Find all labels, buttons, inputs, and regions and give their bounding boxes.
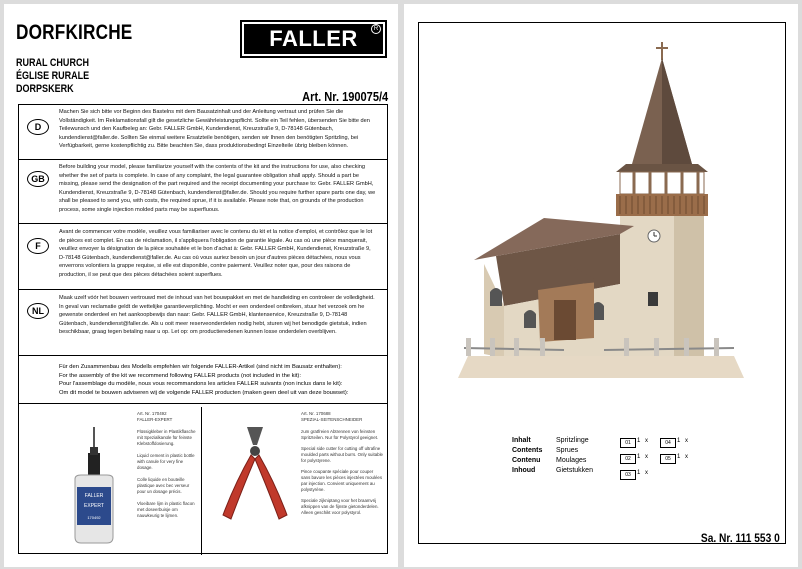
subtitle-en: RURAL CHURCH bbox=[16, 57, 89, 69]
article-number: Art. Nr. 190075/4 bbox=[301, 89, 388, 104]
times-mark: x bbox=[645, 470, 648, 476]
count-value: 1 bbox=[677, 454, 681, 460]
contents-label: Inhalt bbox=[512, 437, 531, 444]
product-cutter-info bbox=[301, 411, 383, 516]
side-cutter-icon bbox=[217, 423, 293, 523]
product-note: Special side cutter for cutting off ultrafine moulded parts without burrs. Only suitable for polystyrene. bbox=[301, 446, 383, 463]
product-note: Speciale zijkniptang voor het braamvrij afknippen van de fijnste gietonderdelen. Alleen geschikt voor polystyrol. bbox=[301, 498, 379, 515]
product-note: Vloeibare lijm in plastic flacon met doseerbuisje om nauwkeurig te lijmen. bbox=[137, 501, 195, 518]
lang-badge-d: D bbox=[27, 119, 49, 135]
bottle-label: EXPERT bbox=[84, 503, 104, 509]
count-value: 1 bbox=[677, 438, 681, 444]
divider bbox=[19, 289, 387, 290]
contents-value: Spritzlinge bbox=[556, 437, 589, 444]
page-title: DORFKIRCHE bbox=[16, 21, 133, 44]
count-value: 1 bbox=[637, 454, 641, 460]
left-page bbox=[4, 4, 398, 567]
faller-logo bbox=[240, 20, 387, 58]
right-page bbox=[404, 4, 798, 567]
info-box bbox=[18, 104, 388, 554]
times-mark: x bbox=[645, 438, 648, 444]
recommend-en: For the assembly of the kit we recommend following FALLER products (not included in the kit): bbox=[59, 372, 301, 379]
column-divider bbox=[201, 407, 202, 555]
recommend-de: Für den Zusammenbau des Modells empfehlen wir folgende FALLER-Artikel (sind nicht im Bausatz enthalten): bbox=[59, 364, 342, 370]
sprue-box: 03 bbox=[620, 470, 636, 480]
sprue-box: 01 bbox=[620, 438, 636, 448]
bottle-brand: FALLER bbox=[84, 493, 104, 499]
recommend-fr: Pour l'assemblage du modèle, nous vous recommandons les articles FALLER suivants (non inclus dans le kit): bbox=[59, 381, 343, 388]
times-mark: x bbox=[685, 438, 688, 444]
count-value: 1 bbox=[637, 470, 641, 476]
lang-badge-gb: GB bbox=[27, 171, 49, 187]
brand-name: FALLER bbox=[244, 24, 383, 54]
contents-value: Gietstukken bbox=[556, 467, 593, 474]
subtitle-fr: ÉGLISE RURALE bbox=[16, 70, 90, 82]
recommend-nl: Om dit model te bouwen adviseren wij de volgende FALLER producten (maken geen deel uit van deze bouwset): bbox=[59, 389, 349, 396]
sprue-box: 05 bbox=[660, 454, 676, 464]
sprue-box: 02 bbox=[620, 454, 636, 464]
recommendation-text bbox=[59, 363, 379, 397]
divider bbox=[19, 403, 387, 404]
divider bbox=[19, 159, 387, 160]
text-en: Before building your model, please familiarize yourself with the contents of the kit and the instructions for use, also checking whether the set of parts is complete. In case of any complaint, the legal guarantee obligation shall apply. Should a part be missing, please send the designation of the part required and the receipt documenting your purchase to: Gebr. FALLER GmbH, Kundendienst, Kreuzstraße 9, D-78148 Gütenbach, kundendienst@faller.de. Should you require further spare parts one day, we shall be pleased to send you, with costs, the required sprue, if it is available. Please note that, on grounds of the production process, some single injection molded parts may be superfluous. bbox=[59, 164, 376, 213]
contents-label: Inhoud bbox=[512, 467, 536, 474]
product-art: Art. Nr. 170492 bbox=[137, 411, 167, 416]
times-mark: x bbox=[685, 454, 688, 460]
lang-badge-f: F bbox=[27, 238, 49, 254]
contents-label: Contents bbox=[512, 447, 543, 454]
product-note: zum gratfreien Abtrennen von feinsten Spritzteilen. Nur für Polystyrol geeignet. bbox=[301, 429, 379, 440]
product-name: SPEZIAL-SEITENSCHNEIDER bbox=[301, 417, 363, 422]
church-illustration bbox=[444, 38, 764, 398]
product-art: Art. Nr. 170688 bbox=[301, 411, 331, 416]
lang-badge-nl: NL bbox=[27, 303, 49, 319]
text-fr: Avant de commencer votre modèle, veuillez vous familiariser avec le contenu du kit et la notice d'emploi, et contrôlez que le lot de pièces est complet. En cas de réclamation, il s'appliquera l'obligation de garantie légale. Au cas où une pièce manquerait, veuillez envoyer la désignation de la pièce souhaitée et le bon d'achat à: Gebr. FALLER GmbH, Kundendienst, Kreuzstraße 9, D-78148 Gütenbach, kundendienst@faller.de. Au cas où vous auriez besoin un jour d'autres pièces détachées, nous vous enverrons volontiers la grappe requise, si elle est disponible, contre paiement. Veuillez noter que, pour des raisons de production, il se peut que des pièces détachées soient superflues. bbox=[59, 229, 373, 278]
product-name: FALLER-EXPERT bbox=[137, 417, 173, 422]
count-value: 1 bbox=[637, 438, 641, 444]
contents-label: Contenu bbox=[512, 457, 541, 464]
sprue-box: 04 bbox=[660, 438, 676, 448]
product-note: Colle liquide en bouteille plastique avec bec verseur pour un dosage précis. bbox=[137, 477, 190, 494]
glue-bottle-icon bbox=[59, 425, 129, 545]
divider bbox=[19, 223, 387, 224]
contents-value: Moulages bbox=[556, 457, 587, 464]
registered-icon: R bbox=[371, 24, 381, 34]
contents-table bbox=[512, 436, 614, 476]
sa-number: Sa. Nr. 111 553 0 bbox=[701, 531, 780, 545]
product-note: Liquid cement in plastic bottle with canule for very fine dosage. bbox=[137, 453, 195, 470]
product-note: Pince coupante spéciale pour couper sans bavure les pièces injectées moulées par injection. Convient uniquement au polystyrène. bbox=[301, 469, 383, 492]
subtitle-nl: DORPSKERK bbox=[16, 83, 74, 95]
times-mark: x bbox=[645, 454, 648, 460]
product-note: Flüssigkleber in Plastikflasche mit Spezialkanüle für feinste Klebstoffdosierung. bbox=[137, 429, 196, 446]
product-glue-info bbox=[137, 411, 197, 519]
bottle-number: 170492 bbox=[87, 515, 101, 520]
contents-value: Sprues bbox=[556, 447, 579, 454]
text-nl: Maak uzelf vóór het bouwen vertrouwd met de inhoud van het bouwpakket en met de handleiding en controleer de volledigheid. In geval van reclamatie geldt de wettelijke garantieverplichting. Mocht er een onderdeel ontbreken, stuur het verzoek om he gewenste onderdeel en het aankoopbewijs dan naar: Gebr. FALLER GmbH, klantenservice, Kreuzstraße 9, D-78148 Gütenbach, kundendienst@faller.de. Als u ooit meer reserveonderdelen nodig hebt, sturen wij het benodigde gietstuk, indien beschikbaar, graag tegen betaling naar u op. Let op: om productieredenen kunnen losse onderdelen overblijven. bbox=[59, 295, 375, 336]
divider bbox=[19, 355, 387, 356]
text-de: Machen Sie sich bitte vor Beginn des Bastelns mit dem Bausatzinhalt und der Anleitung vertraut und prüfen Sie die Vollständigkeit. Im Reklamationsfall gilt die gesetzliche Gewährleistungspflicht. Sollte ein Teil fehlen, übersenden Sie bitte den Teilewunsch und den Kaufbeleg an: Gebr. FALLER GmbH, Kundendienst, Kreuzstraße 9, D-78148 Gütenbach, kundendienst@faller.de. Sollten Sie einmal weitere Ersatzteile benötigen, senden wir Ihnen den benötigten Spritzling, bei Verfügbarkeit, gerne kostenpflichtig zu. Bitte beachten Sie, dass produktionsbedingt Einzelteile übrig bleiben können. bbox=[59, 109, 370, 150]
